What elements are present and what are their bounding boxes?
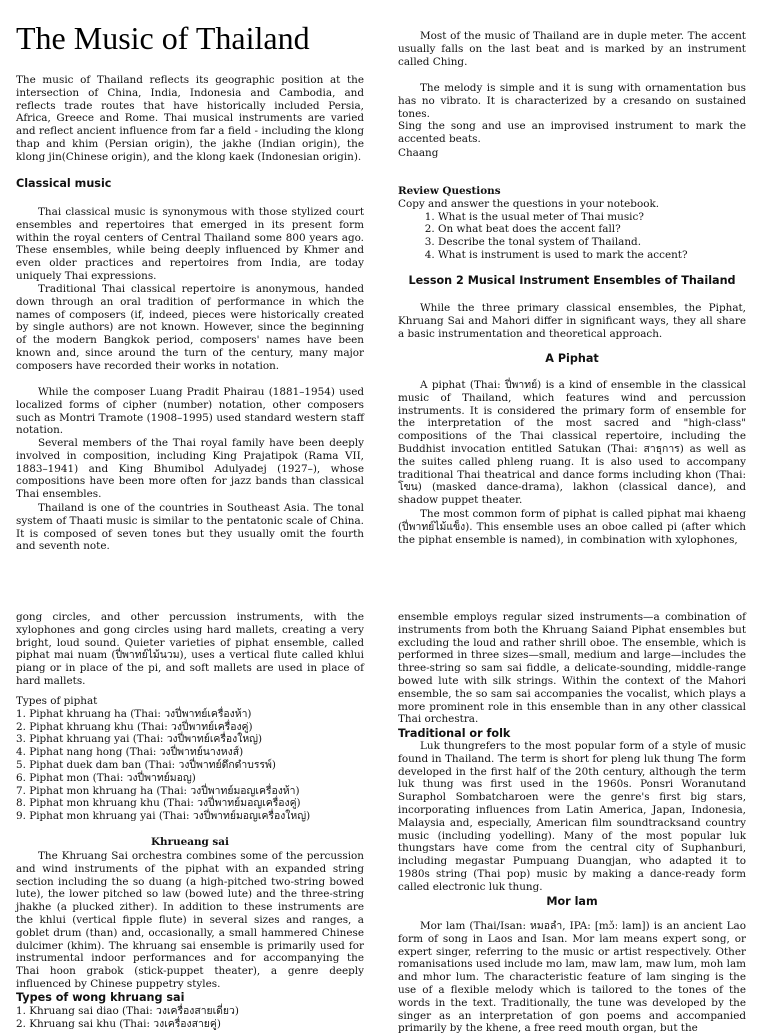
list-item: 3. Piphat khruang yai (Thai: วงปี่พาทย์เครื่องใหญ่)	[16, 733, 263, 746]
review-heading: Review Questions	[398, 185, 501, 197]
review-question: 1. What is the usual meter of Thai music?	[438, 211, 746, 224]
piphat-heading: A Piphat	[545, 352, 599, 365]
mor-lam-heading: Mor lam	[546, 895, 598, 908]
khrueang-sai-section	[16, 836, 364, 849]
review-list	[398, 211, 746, 262]
melody-paragraph: The melody is simple and it is sung with ornamentation bus has no vibrato. It is characterized by a cresando on sustained tones. Sing the song and use an improvised instrument to mark the accented beats.	[398, 82, 746, 146]
lesson2-heading: Lesson 2 Musical Instrument Ensembles of Thailand	[408, 274, 736, 287]
page-break	[0, 574, 768, 604]
list-item: 5. Piphat duek dam ban (Thai: วงปี่พาทย์ดึกดำบรรพ์)	[16, 758, 276, 771]
meter-paragraph: Most of the music of Thailand are in duple meter. The accent usually falls on the last beat and is marked by an instrument called Ching.	[398, 30, 746, 68]
list-item: 1. Piphat khruang ha (Thai: วงปี่พาทย์เครื่องห้า)	[16, 707, 252, 720]
review-questions	[398, 185, 746, 262]
wong-khruang-sai-section	[16, 991, 364, 1031]
list-item: 4. Piphat nang hong (Thai: วงปี่พาทย์นางหงส์)	[16, 746, 244, 759]
piphat-types-list	[16, 708, 364, 823]
wong-khruang-sai-list	[16, 1005, 364, 1031]
lesson2-paragraph: While the three primary classical ensembles, the Piphat, Khruang Sai and Mahori differ in significant ways, they all share a basic instrumentation and theoretical approach.	[398, 302, 746, 340]
khrueang-sai-heading: Khrueang sai	[151, 836, 229, 848]
list-item: 1. Khruang sai diao (Thai: วงเครื่องสายเดี่ยว)	[16, 1005, 239, 1017]
folk-paragraph: Luk thungrefers to the most popular form of a style of music found in Thailand. The term is short for pleng luk thung The form developed in the first half of the 20th century, although the term luk thung was first used in the 1960s. Ponsri Woranutand Suraphol Sombatcharoen were the genre's first big stars, incorporating influences from Latin America, Japan, Indonesia, Malaysia and, especially, American film soundtracksand country music (including yodelling). Many of the most popular luk thungstars have come from the central city of Suphanburi, including megastar Pumpuang Duangjan, who adapted it to 1980s string (Thai pop) music by making a dance-ready form called electronic luk thung.	[398, 740, 746, 893]
mor-lam-paragraph: Mor lam (Thai/Isan: หมอลำ, IPA: [mɔ̌ː lam]) is an ancient Lao form of song in Laos and Isan. Mor lam means expert song, or expert singer, referring to the music or artist respectively. Other romanisations used include mo lam, maw lam, maw lum, moh lam and mhor lum. The characteristic feature of lam singing is the use of a flexible melody which is tailored to the tones of the words in the text. Traditionally, the tune was developed by the singer as an interpretation of gon poems and accompanied primarily by the khene, a free reed mouth organ, but the	[398, 920, 746, 1035]
classical-heading: Classical music	[16, 177, 112, 190]
list-item: 6. Piphat mon (Thai: วงปี่พาทย์มอญ)	[16, 771, 196, 784]
wong-khruang-sai-heading: Types of wong khruang sai	[16, 991, 185, 1004]
mahori-paragraph: ensemble employs regular sized instruments—a combination of instruments from both the Khruang Saiand Piphat ensembles but excluding the loud and rather shrill oboe. The ensemble, which is performed in three sizes—small, medium and large—includes the three-string so sam sai fiddle, a delicate-sounding, middle-range bowed lute with silk strings. Within the context of the Mahori ensemble, the so sam sai accompanies the vocalist, which plays a more prominent role in this ensemble than in any other classical Thai orchestra.	[398, 611, 746, 726]
classical-p5: Thailand is one of the countries in Southeast Asia. The tonal system of Thaati music is similar to the pentatonic scale of China. It is composed of seven tones but they usually omit the fourth and seventh note.	[16, 502, 364, 553]
lesson2-section	[398, 275, 746, 288]
list-item: 7. Piphat mon khruang ha (Thai: วงปี่พาทย์มอญเครื่องห้า)	[16, 784, 300, 797]
piphat-p1: A piphat (Thai: ปี่พาทย์) is a kind of ensemble in the classical music of Thailand, which features wind and percussion instruments. It is considered the primary form of ensemble for the interpretation of the most sacred and "high-class" compositions of the Thai classical repertoire, including the Buddhist invocation entitled Satukan (Thai: สาธุการ) as well as the suites called phleng ruang. It is also used to accompany traditional Thai theatrical and dance forms including khon (Thai: โขน) (masked dance-drama), lakhon (classical dance), and shadow puppet theater.	[398, 379, 746, 507]
classical-p3: While the composer Luang Pradit Phairau (1881–1954) used localized forms of cipher (number) notation, other composers such as Montri Tramote (1908–1995) used standard western staff notation.	[16, 386, 364, 437]
review-intro: Copy and answer the questions in your notebook.	[398, 197, 660, 210]
review-question: 2. On what beat does the accent fall?	[438, 223, 746, 236]
list-item: 8. Piphat mon khruang khu (Thai: วงปี่พาทย์มอญเครื่องคู่)	[16, 797, 301, 810]
piphat-p2: The most common form of piphat is called piphat mai khaeng (ปี่พาทย์ไม้แข็ง). This ensemble uses an oboe called pi (after which the piphat ensemble is named), in combination with xylophones,	[398, 508, 746, 546]
review-question: 3. Describe the tonal system of Thailand.	[438, 236, 746, 249]
classical-p4: Several members of the Thai royal family have been deeply involved in composition, including King Prajatipok (Rama VII, 1883–1941) and King Bhumibol Adulyadej (1927–), whose compositions have been more often for jazz bands than classical Thai ensembles.	[16, 437, 364, 501]
list-item: 2. Piphat khruang khu (Thai: วงปี่พาทย์เครื่องคู่)	[16, 720, 253, 733]
piphat-types-heading: Types of piphat	[16, 695, 98, 707]
chaang-label: Chaang	[398, 147, 439, 159]
intro-paragraph: The music of Thailand reflects its geographic position at the intersection of China, India, Indonesia and Cambodia, and reflects trade routes that have historically included Persia, Africa, Greece and Rome. Thai musical instruments are varied and reflect ancient influence from far a field - including the klong thap and khim (Persian origin), the jakhe (Indian origin), the klong jin(Chinese origin), and the klong kaek (Indonesian origin).	[16, 74, 364, 163]
review-question: 4. What is instrument is used to mark the accent?	[438, 249, 746, 262]
piphat-types	[16, 695, 364, 823]
folk-heading: Traditional or folk	[398, 727, 511, 740]
classical-section	[16, 177, 364, 191]
folk-section	[398, 727, 746, 741]
khrueang-sai-paragraph: The Khruang Sai orchestra combines some of the percussion and wind instruments of the piphat with an expanded string section including the so duang (a high-pitched two-string bowed lute), the lower pitched so law (bowed lute) and the three-string jhakhe (a plucked zither). In addition to these instruments are the khlui (vertical fipple flute) in several sizes and ranges, a goblet drum (than) and, occasionally, a small hammered Chinese dulcimer (khim). The khruang sai ensemble is primarily used for instrumental indoor performances and for accompanying the Thai hoon grabok (stick-puppet theater), a genre deeply influenced by Chinese puppetry styles.	[16, 850, 364, 990]
piphat-section	[398, 352, 746, 366]
list-item: 2. Khruang sai khu (Thai: วงเครื่องสายคู่)	[16, 1017, 221, 1030]
mor-lam-section	[398, 895, 746, 909]
list-item: 9. Piphat mon khruang yai (Thai: วงปี่พาทย์มอญเครื่องใหญ่)	[16, 810, 311, 823]
page-title: The Music of Thailand	[16, 20, 310, 56]
classical-p1: Thai classical music is synonymous with those stylized court ensembles and repertoires that emerged in its present form within the royal centers of Central Thailand some 800 years ago. These ensembles, while being deeply influenced by Khmer and even older practices and repertoires from India, are today uniquely Thai expressions.	[16, 206, 364, 282]
classical-p2: Traditional Thai classical repertoire is anonymous, handed down through an oral tradition of performance in which the names of composers (if, indeed, pieces were historically created by single authors) are not known. However, since the beginning of the modern Bangkok period, composers' names have been known and, since around the turn of the century, many major composers have recorded their works in notation.	[16, 283, 364, 372]
piphat-continued: gong circles, and other percussion instruments, with the xylophones and gong circles using hard mallets, creating a very bright, loud sound. Quieter varieties of piphat ensemble, called piphat mai nuam (ปี่พาทย์ไม้นวม), uses a vertical flute called khlui piang or in place of the pi, and soft mallets are used in place of hard mallets.	[16, 611, 364, 687]
